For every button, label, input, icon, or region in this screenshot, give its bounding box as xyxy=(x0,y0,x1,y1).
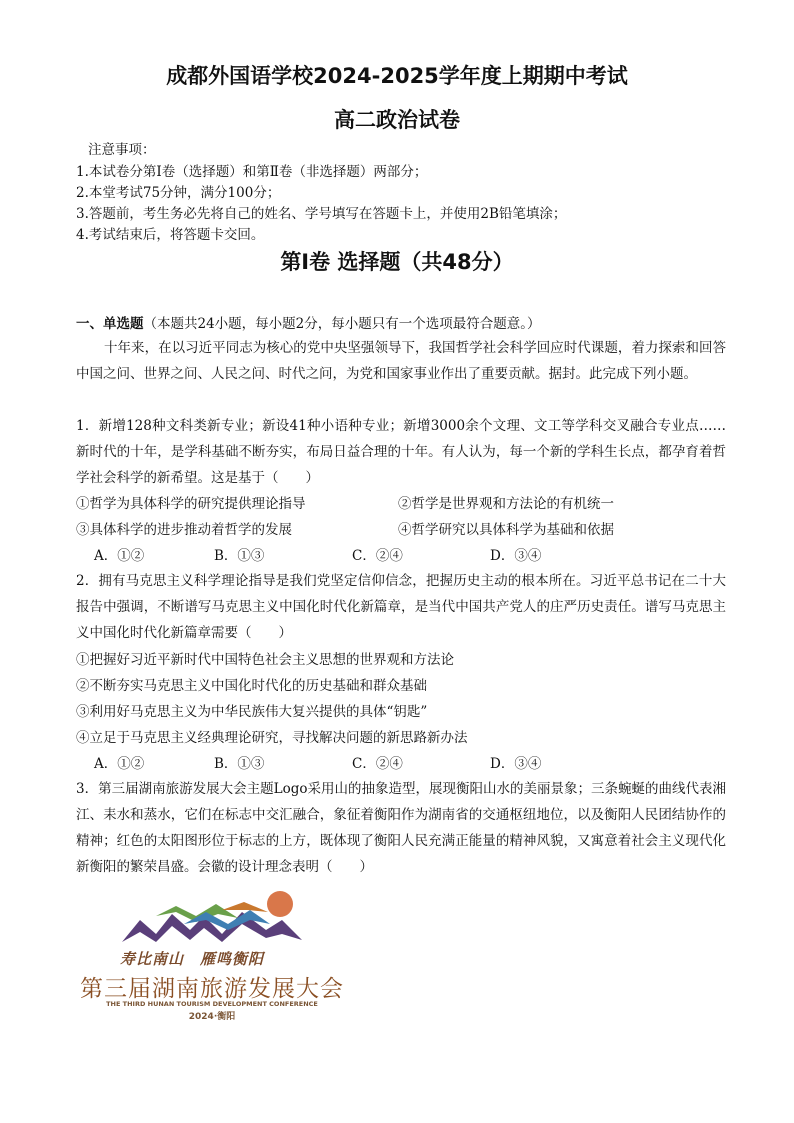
q2-choice-a: A．①② xyxy=(94,756,145,772)
conference-logo xyxy=(72,890,352,1030)
notes-heading: 注意事项： xyxy=(88,142,156,158)
q1-choice-a: A．①② xyxy=(94,548,145,564)
logo-conference-english: THE THIRD HUNAN TOURISM DEVELOPMENT CONFERENCE xyxy=(106,1000,318,1008)
q1-statement: ①哲学为具体科学的研究提供理论指导 xyxy=(76,496,306,512)
q1-choice-b: B．①③ xyxy=(214,548,265,564)
logo-conference-name: 第三届湖南旅游发展大会 xyxy=(80,976,344,1002)
q2-choice-b: B．①③ xyxy=(214,756,265,772)
q2-statement: ④立足于马克思主义经典理论研究，寻找解决问题的新思路新办法 xyxy=(76,730,468,746)
q1-statement: ②哲学是世界观和方法论的有机统一 xyxy=(398,496,614,512)
q1-choice-d: D．③④ xyxy=(490,548,542,564)
q2-statement: ②不断夯实马克思主义中国化时代化的历史基础和群众基础 xyxy=(76,678,427,694)
sun-icon xyxy=(267,891,293,917)
question-2-stem: 2．拥有马克思主义科学理论指导是我们党坚定信仰信念，把握历史主动的根本所在。习近平总书记在二十大报告中强调，不断谱写马克思主义中国化时代化新篇章，是当代中国共产党人的庄严历史责任。谱写马克思主义中国化时代化新篇章需要（ ） xyxy=(76,573,726,641)
q1-statement: ③具体科学的进步推动着哲学的发展 xyxy=(76,522,292,538)
logo-year: 2024·衡阳 xyxy=(188,1012,236,1022)
logo-mountain-graphic xyxy=(72,890,352,950)
section-heading xyxy=(76,314,726,334)
q2-statement: ③利用好马克思主义为中华民族伟大复兴提供的具体“钥匙” xyxy=(76,704,428,720)
section-description: （本题共24小题，每小题2分，每小题只有一个选项最符合题意。） xyxy=(143,316,541,332)
note-item: 1.本试卷分第Ⅰ卷（选择题）和第Ⅱ卷（非选择题）两部分； xyxy=(76,164,428,180)
mountain-orange-icon xyxy=(222,902,268,912)
q1-choice-c: C．②④ xyxy=(352,548,403,564)
q2-statement: ①把握好习近平新时代中国特色社会主义思想的世界观和方法论 xyxy=(76,652,454,668)
q1-statement: ④哲学研究以具体科学为基础和依据 xyxy=(398,522,614,538)
exam-title: 成都外国语学校2024-2025学年度上期期中考试 xyxy=(166,64,628,88)
intro-paragraph: 十年来，在以习近平同志为核心的党中央坚强领导下，我国哲学社会科学回应时代课题，着力探索和回答中国之问、世界之问、人民之问、时代之问，为党和国家事业作出了重要贡献。据封。此完成下列小题。 xyxy=(76,340,726,382)
note-item: 3.答题前，考生务必先将自己的姓名、学号填写在答题卡上，并使用2B铅笔填涂； xyxy=(76,206,567,222)
note-item: 4.考试结束后，将答题卡交回。 xyxy=(76,227,265,243)
part1-title: 第Ⅰ卷 选择题（共48分） xyxy=(280,250,514,274)
note-item: 2.本堂考试75分钟，满分100分； xyxy=(76,185,281,201)
section-label: 一、单选题 xyxy=(76,316,144,332)
question-3-stem: 3．第三届湖南旅游发展大会主题Logo采用山的抽象造型，展现衡阳山水的美丽景象；三条蜿蜒的曲线代表湘江、耒水和蒸水，它们在标志中交汇融合，象征着衡阳作为湖南省的交通枢纽地位，以及衡阳人民团结协作的精神；红色的太阳图形位于标志的上方，既体现了衡阳人民充满正能量的精神风貌，又寓意着社会主义现代化新衡阳的繁荣昌盛。会徽的设计理念表明（ ） xyxy=(76,781,726,875)
logo-slogan: 寿比南山 雁鸣衡阳 xyxy=(120,950,265,968)
q2-choice-d: D．③④ xyxy=(490,756,542,772)
exam-subtitle: 高二政治试卷 xyxy=(334,108,460,132)
question-1-stem: 1．新增128种文科类新专业；新设41种小语种专业；新增3000余个文理、文工等学科交叉融合专业点……新时代的十年，是学科基础不断夯实，布局日益合理的十年。有人认为，每一个新的学科生长点，都孕育着哲学社会科学的新希望。这是基于（ ） xyxy=(76,418,726,486)
q2-choice-c: C．②④ xyxy=(352,756,403,772)
